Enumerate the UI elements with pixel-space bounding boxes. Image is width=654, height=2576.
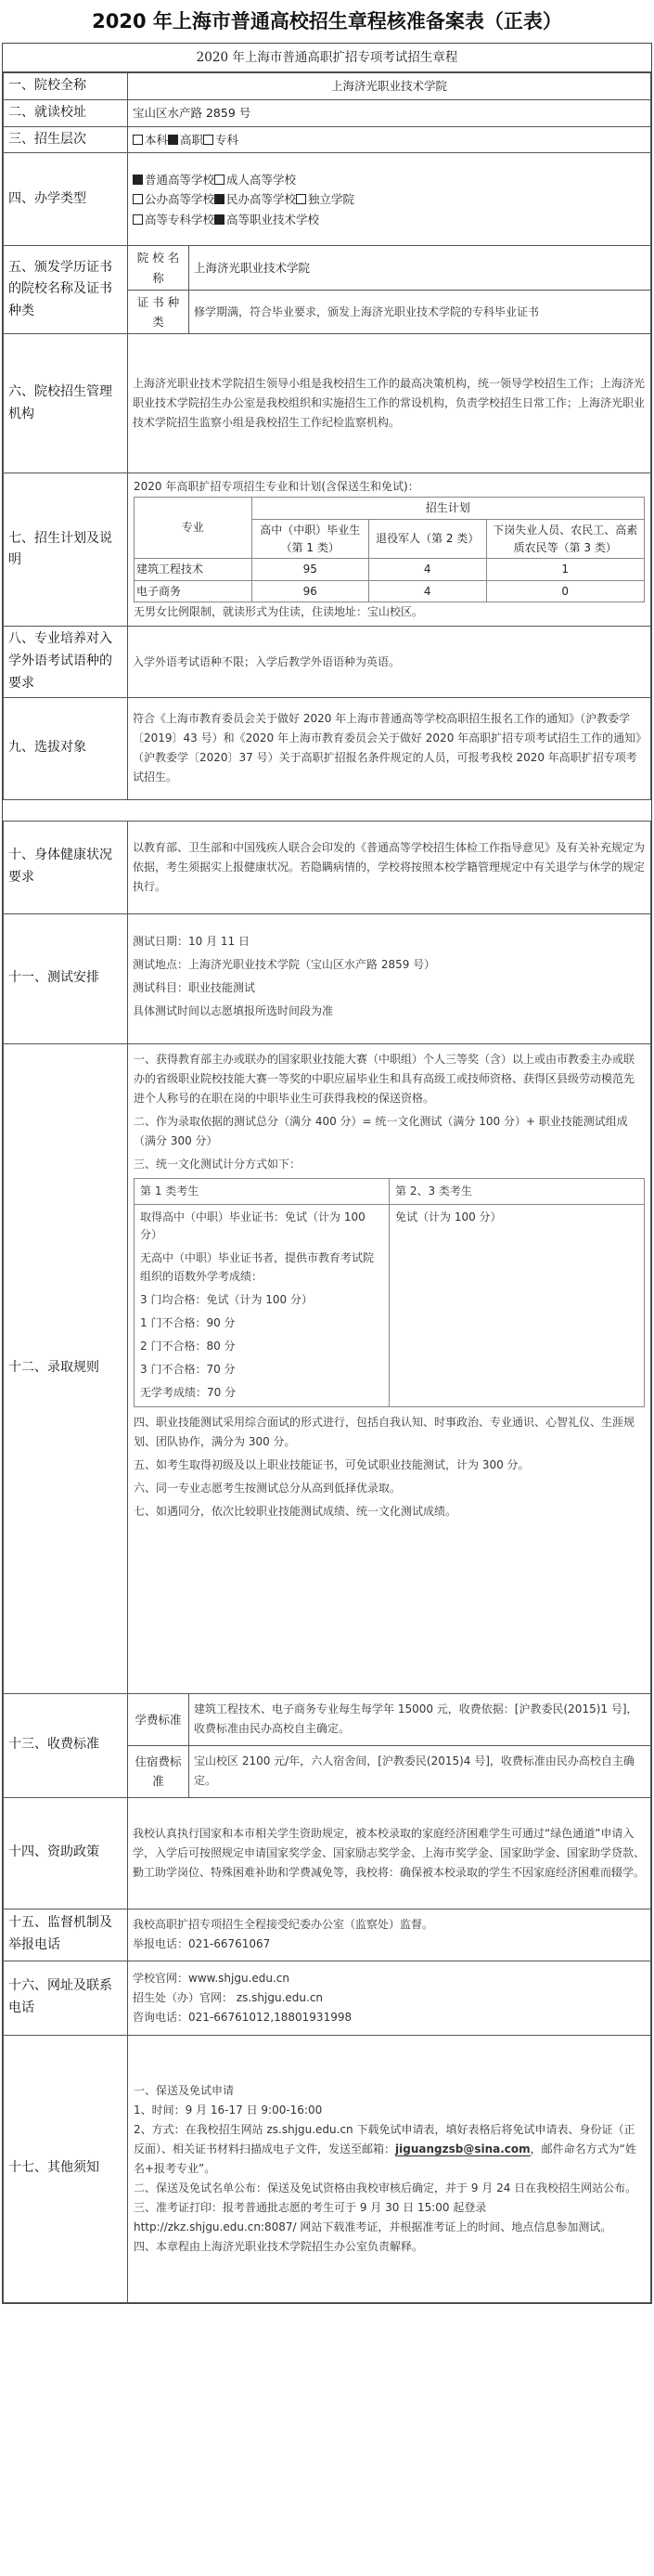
score-col-cat1: 第 1 类考生 — [135, 1178, 390, 1204]
type-label: 四、办学类型 — [4, 153, 128, 246]
certificate-label: 五、颁发学历证书的院校名称及证书种类 — [4, 246, 128, 334]
admission-website-link[interactable]: 招生处（办）官网： zs.shjgu.edu.cn — [133, 1990, 324, 2004]
dorm-sublabel: 住宿费标准 — [128, 1745, 189, 1797]
type-junior-college: 高等专科学校 — [145, 212, 215, 227]
form-table — [3, 72, 651, 2303]
selection-label: 九、选拔对象 — [4, 697, 128, 799]
school-name-value: 上海济光职业技术学院 — [128, 73, 651, 100]
level-options — [128, 126, 651, 153]
checkbox-empty-icon — [296, 194, 306, 204]
type-public: 公办高等学校 — [145, 192, 215, 207]
contact-phone: 咨询电话：021-66761012,18801931998 — [133, 2010, 353, 2024]
cert-type-sublabel: 证 书 种 类 — [128, 290, 189, 334]
test-time-note: 具体测试时间以志愿填报所选时间段为准 — [133, 1004, 334, 1018]
plan-cell: 4 — [369, 559, 487, 581]
admission-section — [128, 1043, 651, 1693]
plan-label: 七、招生计划及说明 — [4, 473, 128, 627]
plan-cell: 4 — [369, 580, 487, 602]
admission-rule-1: 一、获得教育部主办或联办的国家职业技能大赛（中职组）个人三等奖（含）以上或由市教委主办或联办的省级职业院校技能大赛一等奖的中职应届毕业生和具有高级工或技师资格、获得区县级劳动模范先进个人称号的在职在岗的中职毕业生可获得我校的保送资格。 — [134, 1052, 635, 1105]
notes-item: 四、本章程由上海济光职业技术学院招生办公室负责解释。 — [134, 2239, 424, 2253]
plan-col-veterans: 退役军人（第 2 类） — [369, 519, 487, 558]
dorm-value: 宝山校区 2100 元/年，六人宿舍间，[沪教委民(2015)4 号]，收费标准由民办高校自主确定。 — [189, 1745, 651, 1797]
type-options — [128, 153, 651, 246]
tuition-sublabel: 学费标准 — [128, 1693, 189, 1745]
plan-table — [134, 497, 645, 602]
score-cat23-rules — [390, 1204, 645, 1406]
plan-section — [128, 473, 651, 627]
admission-rule-6: 六、同一专业志愿考生按测试总分从高到低择优录取。 — [134, 1481, 402, 1495]
type-regular: 普通高等学校 — [145, 173, 215, 188]
plan-cell: 电子商务 — [135, 580, 252, 602]
checkbox-empty-icon — [133, 135, 143, 145]
level-label: 三、招生层次 — [4, 126, 128, 153]
checkbox-empty-icon — [214, 175, 224, 185]
type-independent: 独立学院 — [308, 192, 355, 207]
score-rule: 无高中（中职）毕业证书者，提供市教育考试院组织的语数外学考成绩： — [140, 1251, 375, 1283]
checkbox-checked-icon — [168, 135, 178, 145]
notes-label: 十七、其他须知 — [4, 2035, 128, 2302]
selection-value: 符合《上海市教育委员会关于做好 2020 年上海市普通高等学校高职招生报名工作的通知》（沪教委学〔2019〕43 号）和《2020 年上海市教育委员会关于做好 2020 年高职扩招专项考试招生工作的通知》（沪教委学〔2020〕37 号）关于高职扩招报名条件规定的人员，可报考我校 2020 年高职扩招专项考试招生。 — [128, 697, 651, 799]
checkbox-empty-icon — [133, 214, 143, 225]
notes-item: 二、保送及免试名单公布：保送及免试资格由我校审核后确定，并于 9 月 24 日在我校招生网站公布。 — [134, 2181, 637, 2194]
supervision-section — [128, 1909, 651, 1961]
test-date: 测试日期：10 月 11 日 — [133, 935, 250, 949]
language-value: 入学外语考试语种不限；入学后教学外语语种为英语。 — [128, 627, 651, 697]
plan-note: 无男女比例限制，就读形式为住读，住读地址：宝山校区。 — [134, 605, 424, 619]
notes-item: 一、保送及免试申请 — [134, 2083, 235, 2097]
admission-rule-3: 三、统一文化测试计分方式如下： — [134, 1157, 301, 1171]
score-cat1-rules — [135, 1204, 390, 1406]
checkbox-checked-icon — [214, 214, 224, 225]
email-link[interactable]: jiguangzsb@sina.com — [395, 2142, 531, 2155]
score-rule: 3 门不合格：70 分 — [140, 1363, 236, 1377]
notes-item: 1、时间：9 月 16-17 日 9:00-16:00 — [134, 2103, 323, 2116]
aid-label: 十四、资助政策 — [4, 1797, 128, 1909]
plan-col-others: 下岗失业人员、农民工、高素质农民等（第 3 类） — [486, 519, 645, 558]
level-undergrad: 本科 — [145, 132, 169, 147]
health-label: 十、身体健康状况要求 — [4, 821, 128, 913]
score-rule: 无学考成绩：70 分 — [140, 1386, 237, 1400]
score-rule: 取得高中（中职）毕业证书：免试（计为 100 分） — [140, 1210, 365, 1242]
score-rule: 2 门不合格：80 分 — [140, 1340, 236, 1353]
tuition-value: 建筑工程技术、电子商务专业每生每学年 15000 元，收费依据：[沪教委民(2015)1 号]，收费标准由民办高校自主确定。 — [189, 1693, 651, 1745]
score-table — [134, 1178, 645, 1407]
checkbox-checked-icon — [214, 194, 224, 204]
plan-cell: 0 — [486, 580, 645, 602]
score-rule: 3 门均合格：免试（计为 100 分） — [140, 1292, 313, 1306]
type-adult: 成人高等学校 — [226, 173, 297, 188]
plan-cell: 建筑工程技术 — [135, 559, 252, 581]
checkbox-empty-icon — [203, 135, 213, 145]
report-phone: 举报电话：021-66761067 — [133, 1937, 271, 1951]
notes-item: 三、准考证打印：报考普通批志愿的考生可于 9 月 30 日 15:00 起登录 http://zkz.shjgu.edu.cn:8087/ 网站下载准考证，并根据准考证上的时间、地点信息参加测试。 — [134, 2200, 612, 2233]
admin-label: 六、院校招生管理机构 — [4, 334, 128, 473]
plan-header: 招生计划 — [251, 498, 645, 520]
score-rule: 1 门不合格：90 分 — [140, 1315, 236, 1329]
health-value: 以教育部、卫生部和中国残疾人联合会印发的《普通高等学校招生体检工作指导意见》及有关补充规定为依据，考生须据实上报健康状况。若隐瞒病情的，学校将按照本校学籍管理规定中有关退学与休学的规定执行。 — [128, 821, 651, 913]
cert-school-sublabel: 院 校 名 称 — [128, 246, 189, 291]
page-break — [4, 799, 651, 821]
plan-col-graduates: 高中（中职）毕业生（第 1 类） — [251, 519, 369, 558]
admission-rule-7: 七、如遇同分，依次比较职业技能测试成绩、统一文化测试成绩。 — [134, 1504, 457, 1518]
test-subject: 测试科目：职业技能测试 — [133, 981, 256, 995]
form-subtitle: 2020 年上海市普通高职扩招专项考试招生章程 — [3, 44, 651, 72]
level-vocational: 高职 — [180, 132, 204, 147]
notes-item — [134, 2120, 645, 2179]
plan-cell: 1 — [486, 559, 645, 581]
notes-section — [128, 2035, 651, 2302]
admission-label: 十二、录取规则 — [4, 1043, 128, 1693]
school-website-link[interactable]: 学校官网：www.shjgu.edu.cn — [133, 1971, 290, 1985]
cert-type-value: 修学期满，符合毕业要求，颁发上海济光职业技术学院的专科毕业证书 — [189, 290, 651, 334]
notes-text: 2、方式：在我校招生网站 zs.shjgu.edu.cn 下载免试申请表，填好表格后将免试申请表、身份证（正反面）、相关证书材料扫描成电子文件，发送至邮箱： — [134, 2122, 635, 2155]
score-rule: 免试（计为 100 分） — [395, 1210, 502, 1223]
checkbox-checked-icon — [133, 175, 143, 185]
test-label: 十一、测试安排 — [4, 913, 128, 1043]
supervision-label: 十五、监督机制及举报电话 — [4, 1909, 128, 1961]
address-value: 宝山区水产路 2859 号 — [128, 99, 651, 126]
admission-rule-4: 四、职业技能测试采用综合面试的形式进行，包括自我认知、时事政治、专业通识、心智礼仪、生涯规划、团队协作，满分为 300 分。 — [134, 1415, 635, 1448]
cert-school-value: 上海济光职业技术学院 — [189, 246, 651, 291]
type-vocational-tech: 高等职业技术学校 — [226, 212, 320, 227]
school-name-label: 一、院校全称 — [4, 73, 128, 100]
supervision-text: 我校高职扩招专项招生全程接受纪委办公室（监察处）监督。 — [133, 1918, 434, 1932]
page-title: 2020 年上海市普通高校招生章程核准备案表（正表） — [92, 10, 562, 32]
admin-value: 上海济光职业技术学院招生领导小组是我校招生工作的最高决策机构，统一领导学校招生工作；上海济光职业技术学院招生办公室是我校组织和实施招生工作的常设机构，负责学校招生日常工作；上海济光职业技术学院招生监察小组是我校招生工作纪检监察机构。 — [128, 334, 651, 473]
contact-label: 十六、网址及联系电话 — [4, 1961, 128, 2035]
score-col-cat23: 第 2、3 类考生 — [390, 1178, 645, 1204]
level-college: 专科 — [215, 132, 239, 147]
address-label: 二、就读校址 — [4, 99, 128, 126]
checkbox-empty-icon — [133, 194, 143, 204]
table-row — [135, 559, 645, 581]
test-location: 测试地点：上海济光职业技术学院（宝山区水产路 2859 号） — [133, 958, 436, 972]
test-section — [128, 913, 651, 1043]
language-label: 八、专业培养对入学外语考试语种的要求 — [4, 627, 128, 697]
plan-cell: 95 — [251, 559, 369, 581]
contact-section — [128, 1961, 651, 2035]
notes-text: ，邮件命名方式为“姓名+报考专业”。 — [134, 2142, 636, 2175]
plan-cell: 96 — [251, 580, 369, 602]
aid-value: 我校认真执行国家和本市相关学生资助规定，被本校录取的家庭经济困难学生可通过“绿色通道”申请入学，入学后可按照规定申请国家奖学金、国家励志奖学金、上海市奖学金、国家助学金、国家助学贷款、勤工助学岗位、特殊困难补助和学费减免等，我校将：确保被本校录取的学生不因家庭经济困难而辍学。 — [128, 1797, 651, 1909]
admission-rule-2: 二、作为录取依据的测试总分（满分 400 分）= 统一文化测试（满分 100 分）+ 职业技能测试组成（满分 300 分） — [134, 1114, 628, 1147]
plan-intro: 2020 年高职扩招专项招生专业和计划(含保送生和免试)： — [134, 480, 419, 494]
admission-rule-5: 五、如考生取得初级及以上职业技能证书，可免试职业技能测试，计为 300 分。 — [134, 1457, 530, 1471]
form-sheet — [2, 43, 652, 2304]
type-private: 民办高等学校 — [226, 192, 297, 207]
table-row — [135, 580, 645, 602]
plan-col-major: 专业 — [135, 498, 252, 559]
fee-label: 十三、收费标准 — [4, 1693, 128, 1797]
